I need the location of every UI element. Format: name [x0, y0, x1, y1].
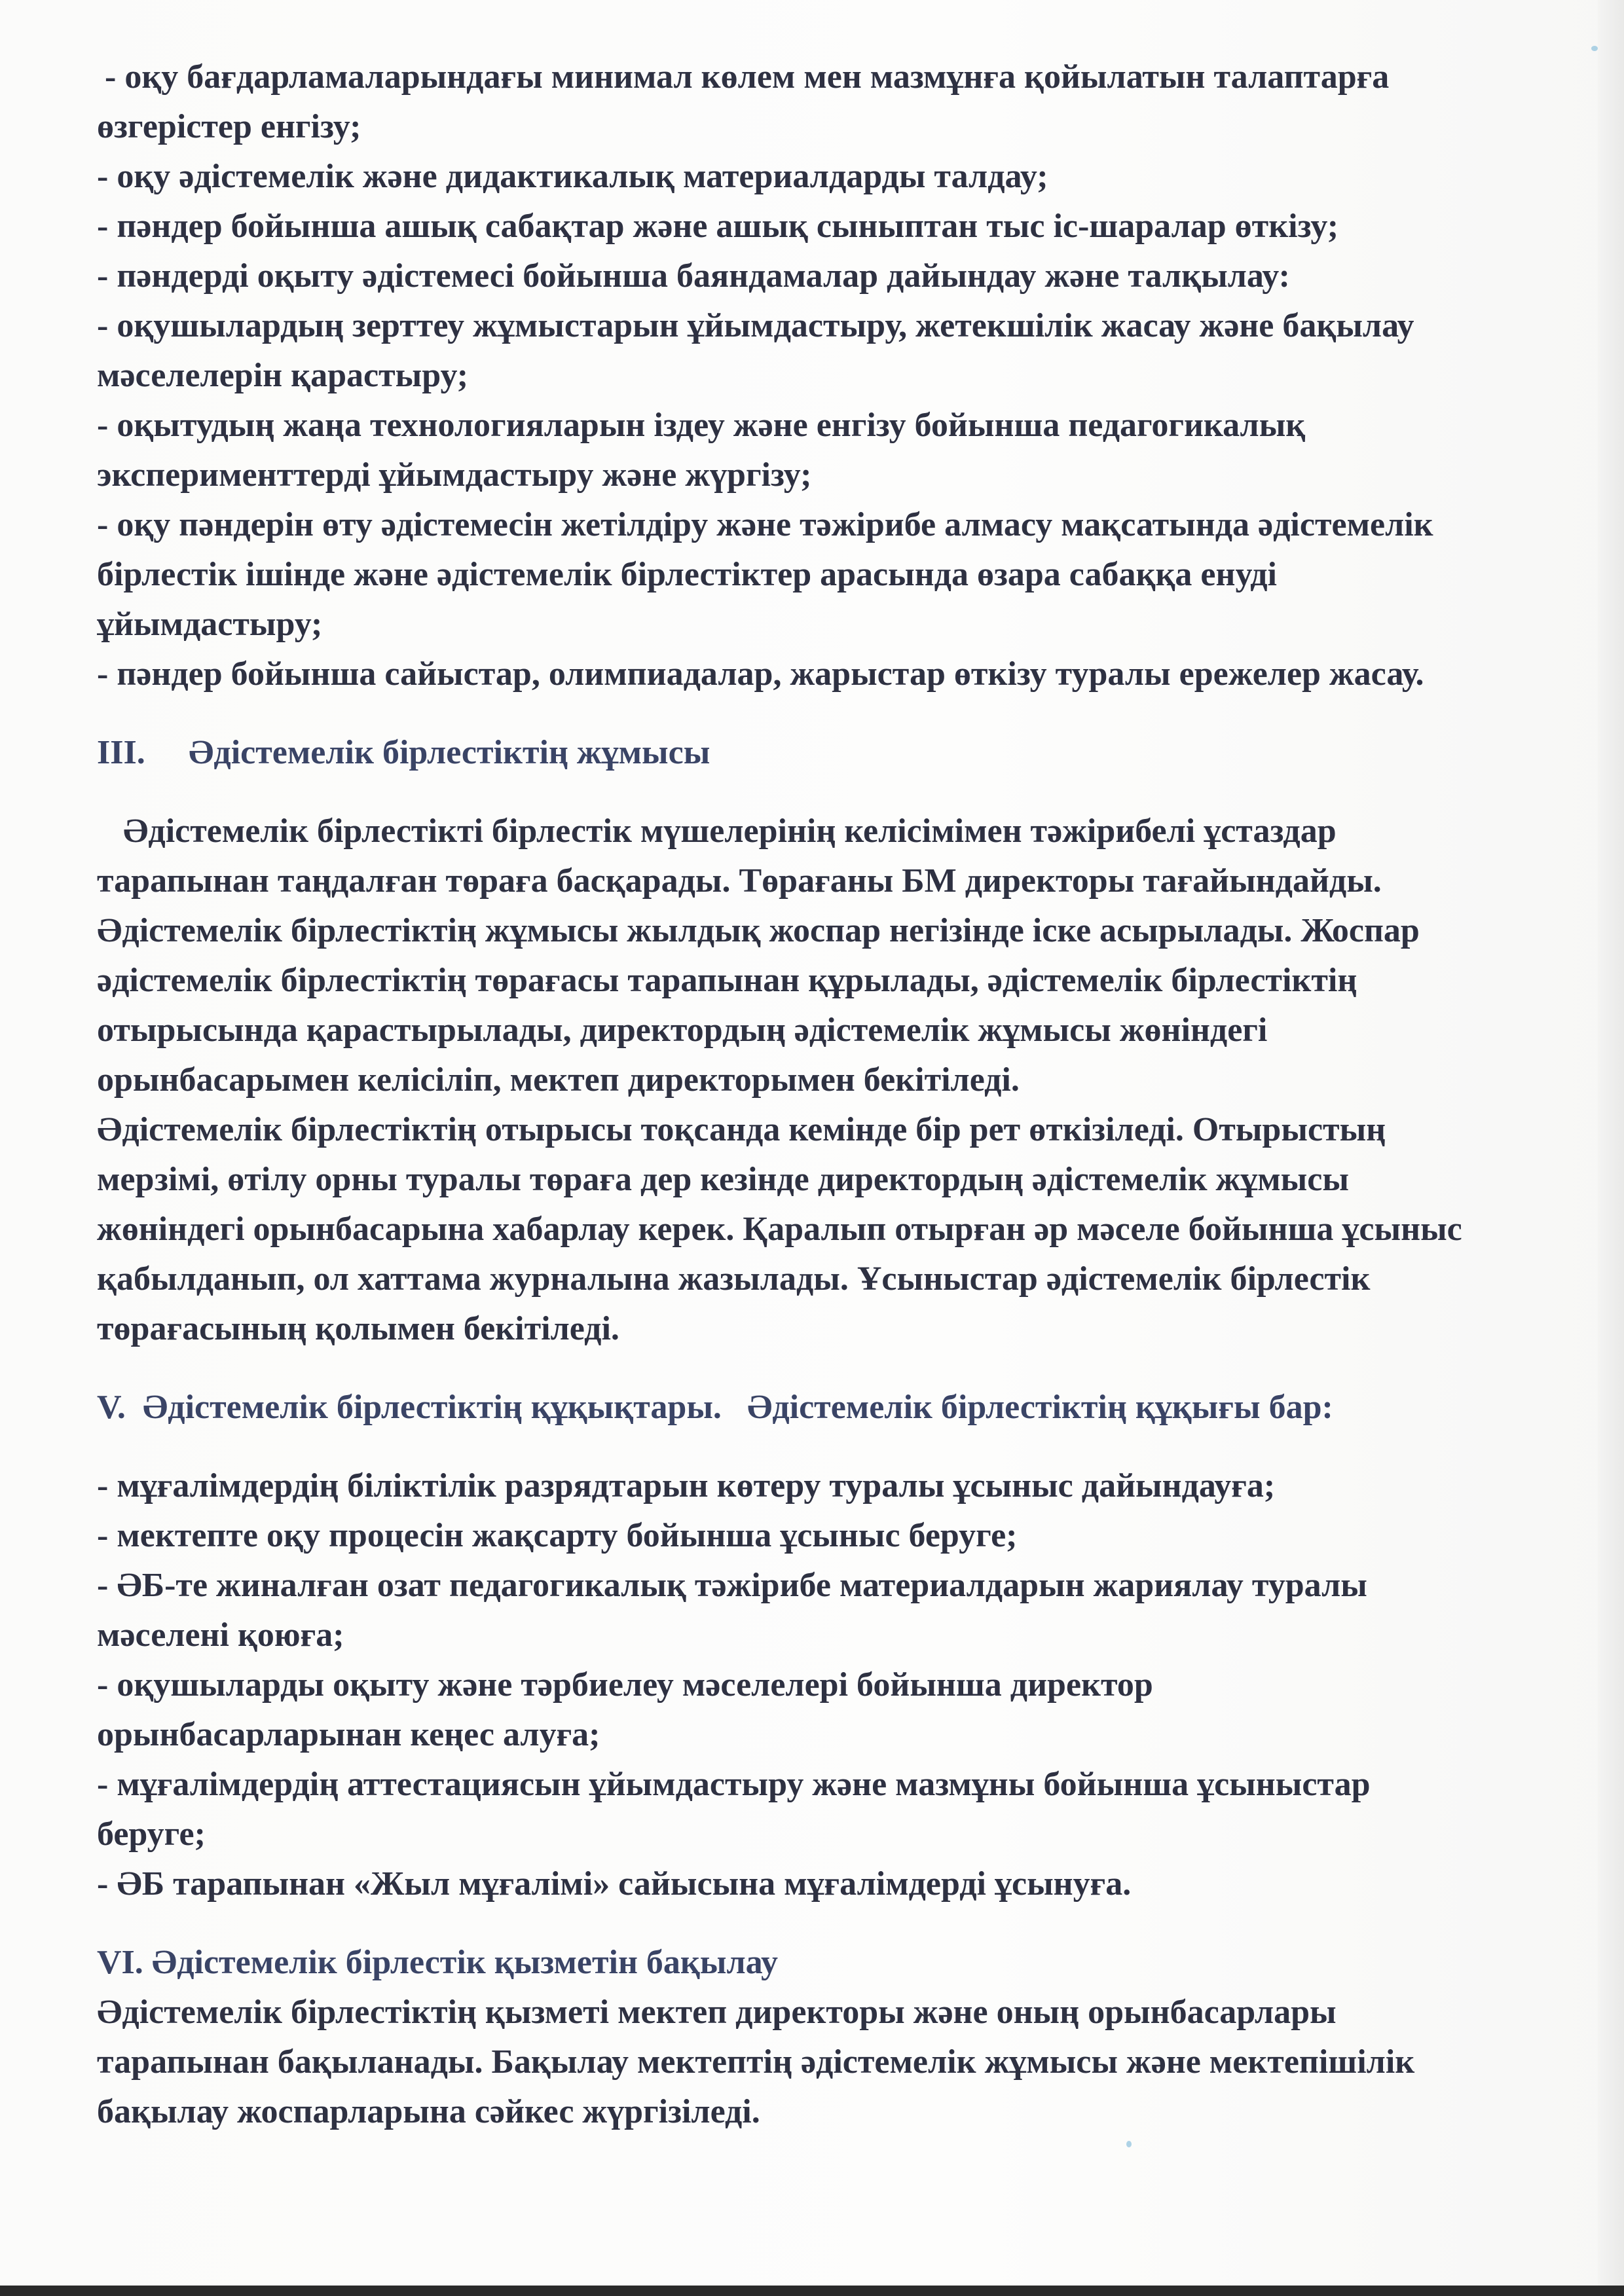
list-item-line: - мұғалімдердің аттестациясын ұйымдастыру және мазмұны бойынша ұсыныстар — [97, 1766, 1371, 1803]
section6-title: Әдістемелік бірлестік қызметін бақылау — [151, 1944, 779, 1981]
list-item — [97, 1660, 1511, 1760]
paragraph-line: орынбасарымен келісіліп, мектеп директорымен бекітіледі. — [97, 1061, 1020, 1099]
list-item — [97, 1511, 1511, 1561]
paragraph-line: жөніндегі орынбасарына хабарлау керек. Қаралып отырған әр мәселе бойынша ұсыныс — [97, 1211, 1462, 1248]
paragraph-line: тарапынан бақыланады. Бақылау мектептің әдістемелік жұмысы және мектепішілік — [97, 2043, 1415, 2081]
list-item-line: беруге; — [97, 1815, 206, 1853]
paragraph-line: Әдістемелік бірлестіктің жұмысы жылдық жоспар негізінде іске асырылады. Жоспар — [97, 912, 1420, 949]
paragraph-line: Әдістемелік бірлестікті бірлестік мүшелерінің келісімімен тәжірибелі ұстаздар — [123, 812, 1337, 850]
list-item-line: өзгерістер енгізу; — [97, 108, 361, 145]
section3-heading — [97, 728, 1511, 778]
list-item-line: мәселелерін қарастыру; — [97, 357, 469, 394]
scan-speck — [1591, 46, 1598, 51]
section5-list — [97, 1461, 1511, 1909]
section5-number: V. — [97, 1389, 126, 1426]
section3-number: III. — [97, 734, 145, 771]
section3-paragraph2 — [97, 1105, 1511, 1354]
list-item-line: - ӘБ тарапынан «Жыл мұғалімі» сайысына мұғалімдерді ұсынуға. — [97, 1865, 1132, 1903]
page-edge-shadow — [1598, 0, 1624, 2296]
list-item-line: - мұғалімдердің біліктілік разрядтарын көтеру туралы ұсыныс дайындауға; — [97, 1467, 1276, 1504]
list-item — [97, 1859, 1511, 1909]
list-item-line: - оқу әдістемелік және дидактикалық материалдарды талдау; — [97, 158, 1048, 195]
section3-title: Әдістемелік бірлестіктің жұмысы — [189, 734, 710, 771]
paragraph-line: мерзімі, өтілу орны туралы төраға дер кезінде директордың әдістемелік жұмысы — [97, 1161, 1349, 1198]
list-item-line: - ӘБ-те жиналған озат педагогикалық тәжірибе материалдарын жариялау туралы — [97, 1567, 1367, 1604]
list-item — [97, 52, 1511, 152]
list-item-line: - мектепте оқу процесін жақсарту бойынша ұсыныс беруге; — [97, 1517, 1018, 1554]
section5-subtitle: Әдістемелік бірлестіктің құқығы бар: — [747, 1389, 1333, 1426]
list-item-line: - пәндер бойынша ашық сабақтар және ашық сыныптан тыс іс-шаралар өткізу; — [97, 208, 1339, 245]
list-item — [97, 152, 1511, 202]
document-body — [97, 52, 1511, 2137]
scan-bottom-border — [0, 2286, 1624, 2296]
list-item-line: - пәндер бойынша сайыстар, олимпиадалар, жарыстар өткізу туралы ережелер жасау. — [97, 655, 1424, 693]
list-item — [97, 202, 1511, 251]
scan-speck — [1126, 2141, 1132, 2147]
list-item — [97, 401, 1511, 500]
paragraph-line: Әдістемелік бірлестіктің отырысы тоқсанда кемінде бір рет өткізіледі. Отырыстың — [97, 1111, 1386, 1148]
list-item — [97, 1760, 1511, 1859]
paragraph-line: әдістемелік бірлестіктің төрағасы тарапынан құрылады, әдістемелік бірлестіктің — [97, 962, 1357, 999]
list-item-line: орынбасарларынан кеңес алуға; — [97, 1716, 600, 1753]
list-item — [97, 649, 1511, 699]
list-item — [97, 500, 1511, 649]
paragraph-line: төрағасының қолымен бекітіледі. — [97, 1310, 619, 1347]
section6-paragraph — [97, 1988, 1511, 2137]
list-item-line: - оқытудың жаңа технологияларын іздеу және енгізу бойынша педагогикалық — [97, 407, 1306, 444]
section6-number: VI. — [97, 1944, 143, 1981]
paragraph-line: Әдістемелік бірлестіктің қызметі мектеп директоры және оның орынбасарлары — [97, 1994, 1337, 2031]
list-item-line: ұйымдастыру; — [97, 606, 323, 643]
section5-title: Әдістемелік бірлестіктің құқықтары. — [142, 1389, 722, 1426]
list-item — [97, 301, 1511, 401]
section5-heading — [97, 1383, 1511, 1432]
list-item-line: - оқушыларды оқыту және тәрбиелеу мәселелері бойынша директор — [97, 1666, 1153, 1704]
list-item-line: - оқушылардың зерттеу жұмыстарын ұйымдастыру, жетекшілік жасау және бақылау — [97, 307, 1414, 344]
list-item — [97, 1461, 1511, 1511]
list-item-line: - оқу бағдарламаларындағы минимал көлем мен мазмұнға қойылатын талаптарға — [105, 58, 1390, 96]
paragraph-line: бақылау жоспарларына сәйкес жүргізіледі. — [97, 2093, 760, 2130]
section3-paragraph1 — [97, 807, 1511, 1105]
list-item-line: - оқу пәндерін өту әдістемесін жетілдіру және тәжірибе алмасу мақсатында әдістемелік — [97, 506, 1433, 543]
list-item-line: - пәндерді оқыту әдістемесі бойынша баяндамалар дайындау және талқылау: — [97, 257, 1290, 295]
list-item — [97, 1561, 1511, 1660]
paragraph-line: қабылданып, ол хаттама журналына жазылады. Ұсыныстар әдістемелік бірлестік — [97, 1260, 1371, 1298]
paragraph-line: тарапынан таңдалған төраға басқарады. Төрағаны БМ директоры тағайындайды. — [97, 862, 1382, 900]
section2-list — [97, 52, 1511, 699]
list-item-line: мәселені қоюға; — [97, 1616, 344, 1654]
paragraph-line: отырысында қарастырылады, директордың әдістемелік жұмысы жөніндегі — [97, 1011, 1268, 1049]
list-item — [97, 251, 1511, 301]
list-item-line: бірлестік ішінде және әдістемелік бірлестіктер арасында өзара сабаққа енуді — [97, 556, 1277, 593]
list-item-line: эксперименттерді ұйымдастыру және жүргізу; — [97, 456, 812, 494]
section6-heading — [97, 1938, 1511, 1988]
